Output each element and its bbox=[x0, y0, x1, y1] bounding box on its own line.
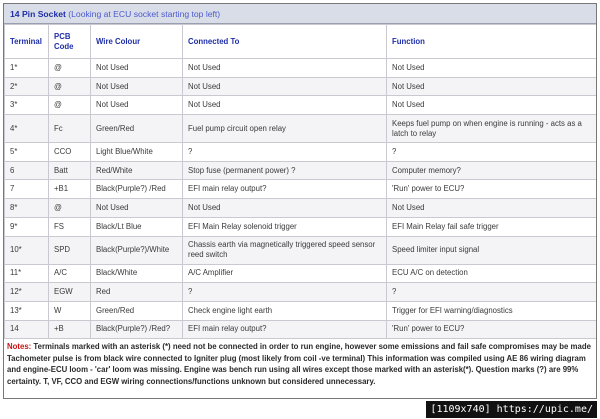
cell-connected-to: EFI main relay output? bbox=[183, 320, 387, 339]
table-row bbox=[5, 161, 598, 180]
table-title: 14 Pin Socket bbox=[10, 9, 66, 19]
header-connected-to: Connected To bbox=[183, 25, 387, 59]
table-title-bar bbox=[4, 4, 596, 24]
table-subtitle: (Looking at ECU socket starting top left) bbox=[65, 9, 221, 19]
image-host-tag: [1109x740] https://upic.me/ bbox=[426, 401, 597, 418]
cell-function: ? bbox=[387, 283, 598, 302]
pin-table bbox=[4, 24, 597, 339]
cell-wire-colour: Light Blue/White bbox=[91, 143, 183, 162]
cell-connected-to: Chassis earth via magnetically triggered speed sensor reed switch bbox=[183, 236, 387, 264]
cell-function: Not Used bbox=[387, 96, 598, 115]
cell-pcb-code: Fc bbox=[49, 115, 91, 143]
cell-connected-to: EFI main relay output? bbox=[183, 180, 387, 199]
cell-connected-to: EFI Main Relay solenoid trigger bbox=[183, 217, 387, 236]
cell-wire-colour: Not Used bbox=[91, 59, 183, 78]
table-row bbox=[5, 320, 598, 339]
cell-terminal: 12* bbox=[5, 283, 49, 302]
cell-terminal: 4* bbox=[5, 115, 49, 143]
pin-table-card bbox=[3, 3, 597, 399]
table-header-row bbox=[5, 25, 598, 59]
cell-terminal: 5* bbox=[5, 143, 49, 162]
cell-function: Not Used bbox=[387, 59, 598, 78]
table-row bbox=[5, 199, 598, 218]
cell-pcb-code: CCO bbox=[49, 143, 91, 162]
cell-pcb-code: @ bbox=[49, 96, 91, 115]
table-row bbox=[5, 96, 598, 115]
table-row bbox=[5, 180, 598, 199]
cell-function: Speed limiter input signal bbox=[387, 236, 598, 264]
cell-function: 'Run' power to ECU? bbox=[387, 320, 598, 339]
cell-pcb-code: Batt bbox=[49, 161, 91, 180]
cell-wire-colour: Black/White bbox=[91, 264, 183, 283]
table-row bbox=[5, 301, 598, 320]
cell-function: ? bbox=[387, 143, 598, 162]
cell-pcb-code: W bbox=[49, 301, 91, 320]
cell-function: 'Run' power to ECU? bbox=[387, 180, 598, 199]
cell-pcb-code: @ bbox=[49, 59, 91, 78]
cell-wire-colour: Black(Purple?)/White bbox=[91, 236, 183, 264]
cell-terminal: 13* bbox=[5, 301, 49, 320]
cell-pcb-code: +B1 bbox=[49, 180, 91, 199]
cell-terminal: 9* bbox=[5, 217, 49, 236]
cell-connected-to: ? bbox=[183, 283, 387, 302]
cell-wire-colour: Red/White bbox=[91, 161, 183, 180]
cell-wire-colour: Black(Purple?) /Red bbox=[91, 180, 183, 199]
table-row bbox=[5, 77, 598, 96]
cell-pcb-code: +B bbox=[49, 320, 91, 339]
cell-terminal: 3* bbox=[5, 96, 49, 115]
header-wire-colour: Wire Colour bbox=[91, 25, 183, 59]
cell-pcb-code: FS bbox=[49, 217, 91, 236]
cell-connected-to: A/C Amplifier bbox=[183, 264, 387, 283]
cell-terminal: 2* bbox=[5, 77, 49, 96]
cell-terminal: 14 bbox=[5, 320, 49, 339]
cell-wire-colour: Not Used bbox=[91, 77, 183, 96]
table-row bbox=[5, 217, 598, 236]
cell-connected-to: Not Used bbox=[183, 96, 387, 115]
cell-function: Trigger for EFI warning/diagnostics bbox=[387, 301, 598, 320]
cell-terminal: 7 bbox=[5, 180, 49, 199]
cell-connected-to: Fuel pump circuit open relay bbox=[183, 115, 387, 143]
header-pcb-code: PCB Code bbox=[49, 25, 91, 59]
cell-wire-colour: Black(Purple?) /Red? bbox=[91, 320, 183, 339]
table-row bbox=[5, 59, 598, 78]
cell-pcb-code: A/C bbox=[49, 264, 91, 283]
cell-pcb-code: EGW bbox=[49, 283, 91, 302]
cell-terminal: 8* bbox=[5, 199, 49, 218]
notes-label: Notes: bbox=[7, 342, 32, 352]
table-row bbox=[5, 115, 598, 143]
cell-connected-to: Check engine light earth bbox=[183, 301, 387, 320]
cell-wire-colour: Black/Lt Blue bbox=[91, 217, 183, 236]
cell-connected-to: Not Used bbox=[183, 77, 387, 96]
cell-function: EFI Main Relay fail safe trigger bbox=[387, 217, 598, 236]
cell-function: Not Used bbox=[387, 77, 598, 96]
cell-terminal: 11* bbox=[5, 264, 49, 283]
cell-wire-colour: Green/Red bbox=[91, 301, 183, 320]
cell-pcb-code: @ bbox=[49, 199, 91, 218]
cell-wire-colour: Not Used bbox=[91, 96, 183, 115]
header-function: Function bbox=[387, 25, 598, 59]
cell-function: ECU A/C on detection bbox=[387, 264, 598, 283]
table-row bbox=[5, 143, 598, 162]
cell-function: Keeps fuel pump on when engine is running - acts as a latch to relay bbox=[387, 115, 598, 143]
cell-connected-to: Stop fuse (permanent power) ? bbox=[183, 161, 387, 180]
header-terminal: Terminal bbox=[5, 25, 49, 59]
cell-function: Not Used bbox=[387, 199, 598, 218]
table-row bbox=[5, 236, 598, 264]
cell-terminal: 1* bbox=[5, 59, 49, 78]
notes-section bbox=[4, 339, 596, 387]
cell-terminal: 10* bbox=[5, 236, 49, 264]
cell-terminal: 6 bbox=[5, 161, 49, 180]
table-row bbox=[5, 283, 598, 302]
cell-wire-colour: Not Used bbox=[91, 199, 183, 218]
cell-function: Computer memory? bbox=[387, 161, 598, 180]
table-row bbox=[5, 264, 598, 283]
notes-text: Terminals marked with an asterisk (*) need not be connected in order to run engine, however some emissions and fail safe compromises may be made Tachometer pulse is from black wire connected to Igniter plug (most likely from coil -ve terminal) This information was compiled using AE 86 wiring diagram and engine-ECU loom - 'car' loom was missing. Engine was bench run using all wires except those marked with an asterisk(*). Question marks (?) are 99% certainty. T, VF, CCO and EGW wiring connections/functions unknown but considered unnecessary. bbox=[7, 342, 591, 387]
cell-connected-to: Not Used bbox=[183, 199, 387, 218]
cell-connected-to: Not Used bbox=[183, 59, 387, 78]
cell-wire-colour: Red bbox=[91, 283, 183, 302]
cell-connected-to: ? bbox=[183, 143, 387, 162]
cell-wire-colour: Green/Red bbox=[91, 115, 183, 143]
cell-pcb-code: @ bbox=[49, 77, 91, 96]
cell-pcb-code: SPD bbox=[49, 236, 91, 264]
